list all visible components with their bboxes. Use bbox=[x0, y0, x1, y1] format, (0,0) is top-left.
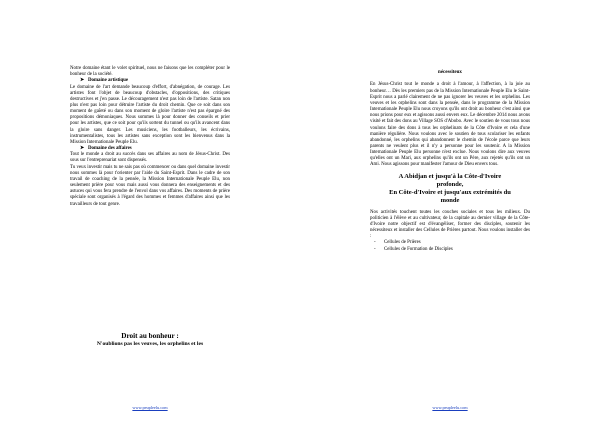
right-heading bbox=[370, 173, 530, 205]
left-page-text bbox=[70, 66, 230, 208]
heading-world-line2: monde bbox=[440, 196, 460, 204]
arrow-bullet-icon: ➤ bbox=[80, 78, 85, 84]
heading-abidjan-line1: A Abidjan et jusqu'à la Côte-d'Ivoire bbox=[398, 172, 502, 180]
arrow-bullet-icon: ➤ bbox=[80, 146, 85, 152]
left-footer-link[interactable]: www.peupleelu.com bbox=[132, 405, 168, 410]
activities-paragraph: Nos activités touchent toutes les couches sociales et tous les milieux. Du politicien à l'élève et au cultivateur, de la capitale au dernier village de la Côte-d'Ivoire notre objectif est d'évangéliser, former des disciples, soutenir les nécessiteux et installer des Cellules de Prières partout. Nous voulons installer des : bbox=[370, 209, 530, 240]
widows-paragraph: En Jésus-Christ tout le monde a droit à l'amour, à l'affection, à la joie au bonheur… Dès les premiers pas de la Mission Internationale Peuple Elu le Saint-Esprit nous a parlé clairement de ne pas ignorer les veuves et les orphelins. Les veuves et les orphelins sont dans la pensée, dans le programme de la Mission Internationale Peuple Elu nous croyons qu'ils ont droit au bonheur c'est ainsi que nous prions pour eux et agissons aussi envers eux. Le décembre 2014 nous avons visité et fait des dons au Village SOS d'Abobo. Avec le soutien de vous tous nous voulons faire des dons à tous les orphelinats de la Côte d'Ivoire et cela d'une manière régulière. Nous voulons avec le soutien de tous scolariser les enfants abandonné, les orphelins qui abandonnent le chemin de l'école parce que leurs parents ne veulent plus et il n'y a personne pour les soutenir. A la Mission Internationale Peuple Elu personne n'est exclue. Nous voulons dire aux veuves qu'elles ont un Mari, aux orphelins qu'ils ont un Père, aux rejetés qu'ils ont un Ami. Nous agissons pour manifester l'amour de Dieu envers tous. bbox=[370, 82, 530, 168]
heading-happiness: Droit au bonheur : bbox=[121, 332, 179, 340]
cells-list bbox=[370, 240, 530, 252]
list-item: - Cellules de Prières bbox=[384, 240, 530, 246]
right-footer-link[interactable]: www.peupleelu.com bbox=[432, 405, 468, 410]
heading-abidjan-line2: profonde, bbox=[436, 180, 464, 188]
section-artistic-title: Domaine artistique bbox=[88, 78, 129, 84]
section-artistic-body: Le domaine de l'art demande beaucoup d'effort, d'abnégation, de courage. Les artistes font l'objet de beaucoup d'obstacles, d'oppositions, des critiques destructives et j'en passe. Le découragement n'est pas loin de l'artiste. Satan non plus n'est pas loin pour détruire l'artiste du droit chemin. Que ce soit dans son moment de gaîeté ou dans son moment de gloire l'artiste n'est pas épargné des propositions démoniaques. Nous sommes là pour donner des conseils et prier pour les artistes, que ce soit pour qu'ils sortent du tunnel ou qu'ils avancent dans la gloire sans danger. Les musiciens, les footballeurs, les écrivains, instrumentalistes, tous les artistes sans exception sont les bienvenus dans la Mission Internationale Peuple Elu. bbox=[70, 84, 230, 145]
heading-world-line1: En Côte-d'Ivoire et jusqu'aux extrémités du bbox=[389, 188, 511, 196]
heading-widows: N'oublions pas les veuves, les orphelins et les bbox=[96, 341, 204, 347]
section-business-body-b: Tu veux investir mais tu ne sais pas où commencer ou dans quel domaine investir nous sommes là pour t'orienter par l'aide du Saint-Esprit. Dans le cadre de son travail de coaching de la pensée, la Mission Internationale Peuple Elu, non seulement prière pour vous mais aussi vous donnera des enseignements et des astuces qui vous fera prendre de l'envol dans vos affaires. Des moments de prière spéciale sont organisés à l'égard des hommes et femmes d'affaires ainsi que les travailleurs de tout genre. bbox=[70, 164, 230, 207]
intro-paragraph: Notre domaine étant le volet spirituel, nous ne faisons que les compléter pour le bonheur de la société. bbox=[70, 66, 230, 78]
right-page bbox=[370, 0, 530, 424]
left-page bbox=[70, 0, 230, 424]
section-business-title: Domaine des affaires bbox=[88, 146, 132, 152]
heading-continuation: nécessiteux bbox=[438, 70, 462, 75]
left-heading bbox=[70, 332, 230, 348]
list-item: - Cellules de Formation de Disciples bbox=[384, 247, 530, 253]
section-business-body-a: Tout le monde a droit au succès dans ses affaires au nom de Jésus-Christ. Des sous sur l'entreprenariat sont dispensés. bbox=[70, 152, 230, 164]
right-page-text bbox=[370, 70, 530, 253]
